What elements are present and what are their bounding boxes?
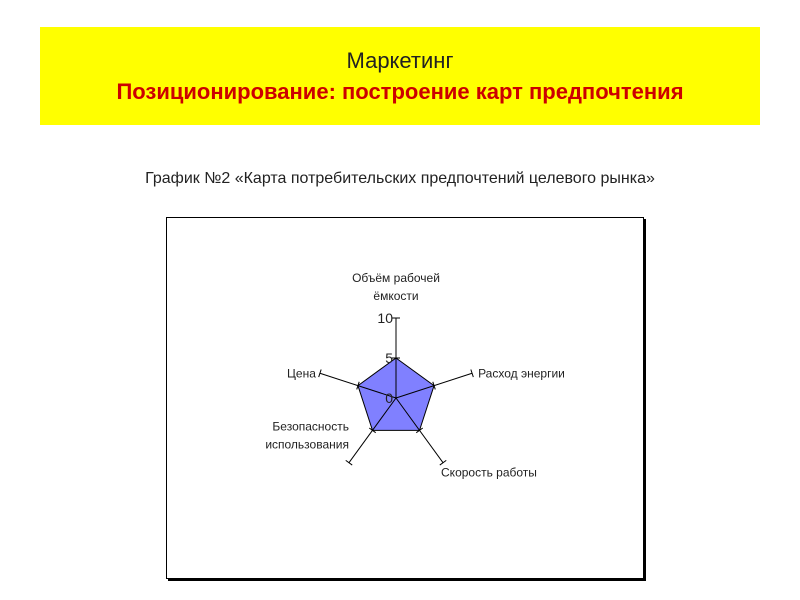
tick-label-0: 0 (385, 390, 393, 406)
axis-label-0-0: Объём рабочей (352, 271, 440, 285)
topic-title: Позиционирование: построение карт предпочтения (116, 79, 684, 104)
subject-title: Маркетинг (346, 48, 454, 73)
axis-cap-2 (440, 460, 446, 465)
axis-label-3-0: Безопасность (272, 419, 349, 434)
tick-label-10: 10 (377, 310, 393, 326)
axis-label-4-0: Цена (287, 366, 316, 381)
axis-label-2-0: Скорость работы (441, 465, 537, 480)
axis-label-1-0: Расход энергии (478, 366, 565, 381)
axis-label-0-1: ёмкости (373, 289, 419, 303)
axis-cap-3 (346, 460, 352, 465)
chart-caption: График №2 «Карта потребительских предпочтений целевого рынка» (145, 170, 655, 187)
axis-label-3-1: использования (265, 437, 349, 452)
tick-label-5: 5 (385, 350, 393, 366)
